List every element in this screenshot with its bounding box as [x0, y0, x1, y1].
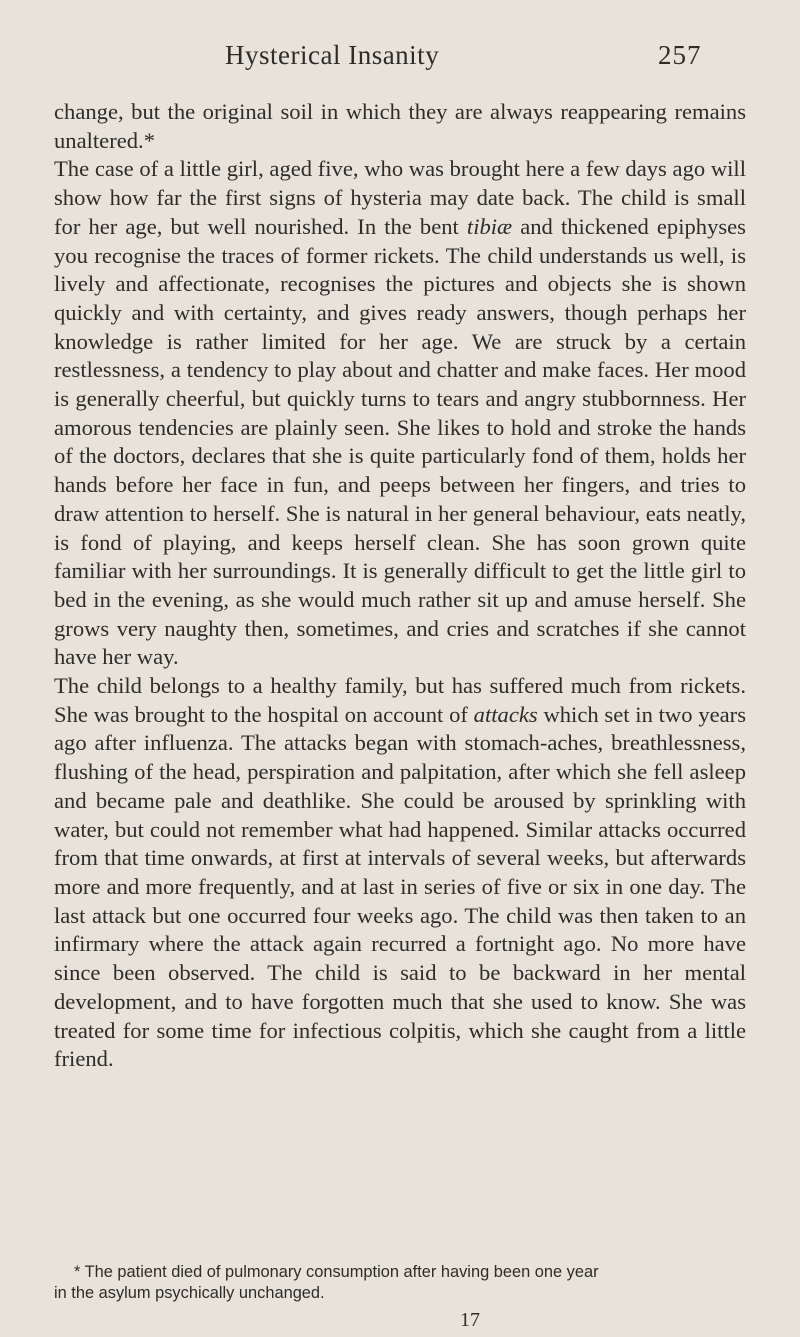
italic-term: attacks [473, 701, 538, 727]
running-title: Hysterical Insanity [225, 40, 440, 70]
running-head [0, 32, 800, 72]
paragraph-continuation [54, 98, 746, 155]
paragraph-text: which set in two years ago after influenza. The attacks began with stomach-aches, breathlessness, flushing of the head, perspiration and palpitation, after which she fell asleep and became pale and deathlike. She could be aroused by sprinkling with water, but could not remember what had happened. Similar attacks occurred from that time onwards, at first at intervals of several weeks, but afterwards more and more frequently, and at last in series of five or six in one day. The last attack but one occurred four weeks ago. The child was then taken to an infirmary where the attack again recurred a fortnight ago. No more have since been observed. The child is said to be backward in her mental development, and to have forgotten much that she used to know. She was treated for some time for infectious colpitis, which she caught from a little friend. [54, 701, 746, 1072]
paragraph-text: The case of a little girl, aged five, who was brought here a few days ago will show how far the first signs of hysteria may date back. The child is small for her age, but well nourished. In the bent [54, 156, 746, 239]
paragraph-case-description [54, 155, 746, 672]
paragraph-text: change, but the original soil in which they are always reappearing remains unaltered.* [54, 99, 746, 153]
signature-mark: 17 [460, 1309, 480, 1331]
paragraph-text: The child belongs to a healthy family, but has suffered much from rickets. She was brought to the hospital on account of [54, 673, 746, 727]
paragraph-case-history [54, 672, 746, 1074]
italic-term: tibiæ [466, 213, 513, 239]
footnote-line: in the asylum psychically unchanged. [54, 1283, 325, 1302]
paragraph-text: and thickened epiphyses you recognise the traces of former rickets. The child understands us well, is lively and affectionate, recognises the pictures and objects she is shown quickly and with certainty, and gives ready answers, though perhaps her knowledge is rather limited for her age. We are struck by a certain restlessness, a tendency to play about and chatter and make faces. Her mood is generally cheerful, but quickly turns to tears and angry stubbornness. Her amorous tendencies are plainly seen. She likes to hold and stroke the hands of the doctors, declares that she is quite particularly fond of them, holds her hands before her face in fun, and peeps between her fingers, and tries to draw attention to herself. She is natural in her general behaviour, eats neatly, is fond of playing, and keeps herself clean. She has soon grown quite familiar with her surroundings. It is generally difficult to get the little girl to bed in the evening, as she would much rather sit up and amuse herself. She grows very naughty then, sometimes, and cries and scratches if she cannot have her way. [54, 213, 746, 670]
page-number: 257 [658, 40, 702, 70]
footnote [54, 1262, 746, 1303]
footnote-line: * The patient died of pulmonary consumption after having been one year [74, 1263, 599, 1281]
body-text [54, 98, 746, 1074]
